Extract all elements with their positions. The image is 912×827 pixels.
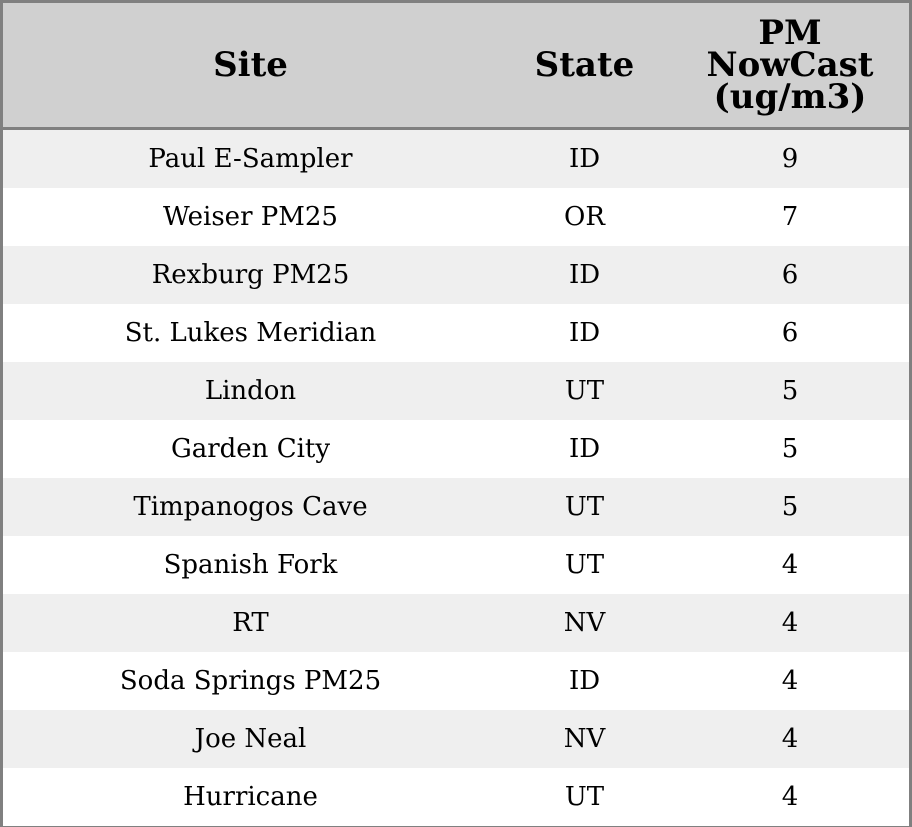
column-header-state — [498, 3, 671, 129]
pm-nowcast-cell: 5 — [781, 492, 799, 522]
table-row — [3, 594, 909, 652]
header-row — [3, 3, 909, 129]
table-body — [3, 129, 909, 827]
state-cell: UT — [564, 376, 605, 406]
site-cell: Hurricane — [183, 782, 318, 812]
state-cell: UT — [564, 550, 605, 580]
pm-nowcast-cell: 4 — [781, 782, 799, 812]
table-row — [3, 246, 909, 304]
state-cell: ID — [568, 434, 601, 464]
site-cell: Timpanogos Cave — [133, 492, 368, 522]
column-header-pm-line2: NowCast — [706, 45, 874, 85]
pm-nowcast-cell: 6 — [781, 260, 799, 290]
table-row — [3, 420, 909, 478]
column-header-site-label: Site — [213, 45, 288, 85]
state-cell: UT — [564, 492, 605, 522]
pm-nowcast-cell: 5 — [781, 376, 799, 406]
site-cell: St. Lukes Meridian — [124, 318, 377, 348]
state-cell: ID — [568, 318, 601, 348]
site-cell: Spanish Fork — [163, 550, 338, 580]
data-table — [3, 3, 909, 826]
state-cell: ID — [568, 144, 601, 174]
table-row — [3, 768, 909, 826]
site-cell: Paul E-Sampler — [148, 144, 353, 174]
pm-nowcast-cell: 4 — [781, 550, 799, 580]
pm-nowcast-cell: 7 — [781, 202, 799, 232]
state-cell: OR — [564, 202, 605, 232]
site-cell: Joe Neal — [194, 724, 307, 754]
pm-nowcast-cell: 4 — [781, 724, 799, 754]
state-cell: UT — [564, 782, 605, 812]
pm-nowcast-cell: 6 — [781, 318, 799, 348]
table-header — [3, 3, 909, 129]
state-cell: NV — [563, 608, 606, 638]
table-row — [3, 652, 909, 710]
table-row — [3, 536, 909, 594]
table-row — [3, 304, 909, 362]
state-cell: ID — [568, 260, 601, 290]
site-cell: Lindon — [204, 376, 297, 406]
table-row — [3, 129, 909, 189]
site-cell: Garden City — [170, 434, 331, 464]
site-cell: Weiser PM25 — [163, 202, 338, 232]
site-cell: Soda Springs PM25 — [119, 666, 382, 696]
site-cell: RT — [232, 608, 269, 638]
column-header-pm-nowcast — [671, 3, 909, 129]
site-cell: Rexburg PM25 — [151, 260, 350, 290]
table-row — [3, 188, 909, 246]
column-header-site — [3, 3, 498, 129]
column-header-state-label: State — [534, 45, 635, 85]
pm-nowcast-cell: 4 — [781, 666, 799, 696]
table-row — [3, 478, 909, 536]
table-row — [3, 362, 909, 420]
pm-nowcast-cell: 5 — [781, 434, 799, 464]
column-header-pm-line3: (ug/m3) — [713, 77, 867, 117]
state-cell: ID — [568, 666, 601, 696]
pm-nowcast-cell: 9 — [781, 144, 799, 174]
pm-nowcast-cell: 4 — [781, 608, 799, 638]
column-header-pm-line1: PM — [758, 13, 822, 53]
table-row — [3, 710, 909, 768]
state-cell: NV — [563, 724, 606, 754]
